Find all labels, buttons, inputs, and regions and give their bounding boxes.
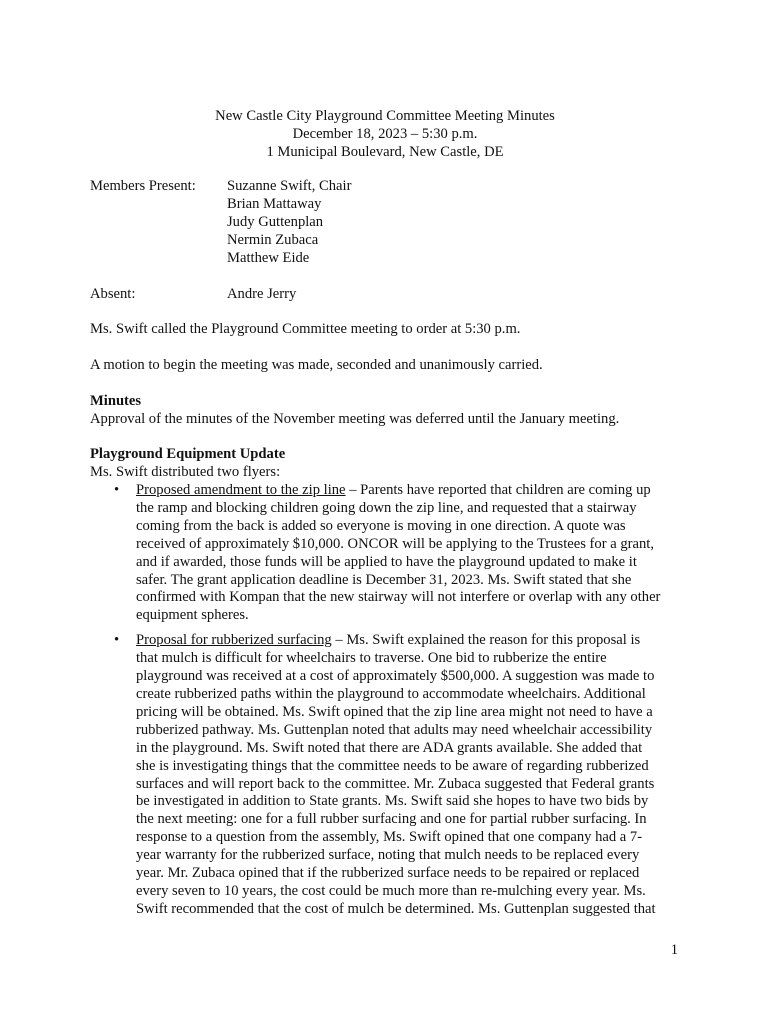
list-item-line: playground was received at a cost of approximately $500,000. A suggestion was made to — [136, 668, 655, 685]
list-item — [114, 632, 694, 919]
list-item-line: confirmed with Kompan that the new stairway will not interfere or overlap with any other — [136, 589, 661, 606]
member-name: Nermin Zubaca — [227, 231, 319, 248]
flyer-list — [114, 482, 694, 926]
list-item-line: – Ms. Swift explained the reason for this proposal is — [331, 632, 641, 649]
list-item — [114, 482, 694, 625]
list-item-line: pricing will be obtained. Ms. Swift opined that the zip line area might not need to have a — [136, 703, 653, 720]
document-header — [0, 108, 770, 162]
absent-list — [227, 286, 296, 304]
list-item-line: be investigated in addition to State grants. Ms. Swift said she hopes to have two bids by — [136, 793, 649, 810]
page-number: 1 — [670, 942, 678, 958]
list-item-line: surfaces and will report back to the committee. Mr. Zubaca suggested that Federal grants — [136, 775, 655, 792]
list-item-line: rubberized pathway. Ms. Guttenplan noted that adults may need wheelchair accessibility — [136, 721, 653, 738]
members-present-label: Members Present: — [90, 178, 196, 194]
list-item-line: year. Mr. Zubaca opined that if the rubberized surface needs to be repaired or replaced — [136, 865, 640, 882]
equipment-heading: Playground Equipment Update — [90, 446, 286, 462]
list-item-line: – Parents have reported that children are coming up — [345, 482, 651, 498]
meeting-location: 1 Municipal Boulevard, New Castle, DE — [266, 143, 504, 160]
meeting-date: December 18, 2023 – 5:30 p.m. — [292, 125, 478, 142]
list-item-line: create rubberized paths within the playground to accommodate wheelchairs. Additional — [136, 685, 646, 702]
absent-name: Andre Jerry — [227, 286, 297, 302]
equipment-intro: Ms. Swift distributed two flyers: — [90, 463, 281, 480]
bullet-icon: • — [114, 632, 120, 649]
minutes-section — [90, 393, 690, 429]
minutes-heading: Minutes — [90, 393, 142, 409]
list-item-line: year warranty for the rubberized surface, noting that mulch needs to be replaced every — [136, 847, 640, 864]
absent-label: Absent: — [90, 286, 136, 302]
list-item-line: equipment spheres. — [136, 607, 249, 624]
member-name: Judy Guttenplan — [227, 213, 324, 230]
minutes-text: Approval of the minutes of the November meeting was deferred until the January meeting. — [90, 410, 620, 427]
list-item-line: in the playground. Ms. Swift noted that there are ADA grants available. She added that — [136, 739, 643, 756]
members-present-list — [227, 178, 351, 268]
bullet-icon: • — [114, 482, 120, 498]
list-item-text — [136, 482, 694, 625]
list-item-line: and if awarded, those funds will be applied to have the playground updated to make it — [136, 553, 637, 570]
equipment-section — [90, 446, 690, 482]
list-item-line: received of approximately $10,000. ONCOR will be applying to the Trustees for a grant, — [136, 535, 654, 552]
motion-text: A motion to begin the meeting was made, seconded and unanimously carried. — [90, 357, 543, 373]
list-item-title: Proposed amendment to the zip line — [136, 482, 346, 498]
member-name: Brian Mattaway — [227, 195, 322, 212]
member-name: Suzanne Swift, Chair — [227, 178, 352, 194]
list-item-line: that mulch is difficult for wheelchairs to traverse. One bid to rubberize the entire — [136, 650, 607, 667]
list-item-line: the next meeting: one for a full rubber surfacing and one for partial rubber surfacing. In — [136, 811, 647, 828]
list-item-title: Proposal for rubberized surfacing — [136, 632, 332, 649]
list-item-line: coming from the back is added so everyone is moving in one direction. A quote was — [136, 517, 626, 534]
list-item-line: she is investigating things that the committee needs to be aware of regarding rubberized — [136, 757, 649, 774]
list-item-line: every seven to 10 years, the cost could be much more than re-mulching every year. Ms. — [136, 882, 646, 899]
list-item-line: response to a question from the assembly, Ms. Swift opined that one company had a 7- — [136, 829, 643, 846]
call-to-order-text: Ms. Swift called the Playground Committee meeting to order at 5:30 p.m. — [90, 321, 521, 337]
list-item-line: safer. The grant application deadline is December 31, 2023. Ms. Swift stated that she — [136, 571, 632, 588]
list-item-line: the ramp and blocking children going down the zip line, and requested that a stairway — [136, 499, 637, 516]
list-item-text — [136, 632, 694, 919]
document-title: New Castle City Playground Committee Meeting Minutes — [215, 108, 555, 124]
member-name: Matthew Eide — [227, 249, 310, 266]
list-item-line: Swift recommended that the cost of mulch be determined. Ms. Guttenplan suggested that — [136, 900, 656, 917]
